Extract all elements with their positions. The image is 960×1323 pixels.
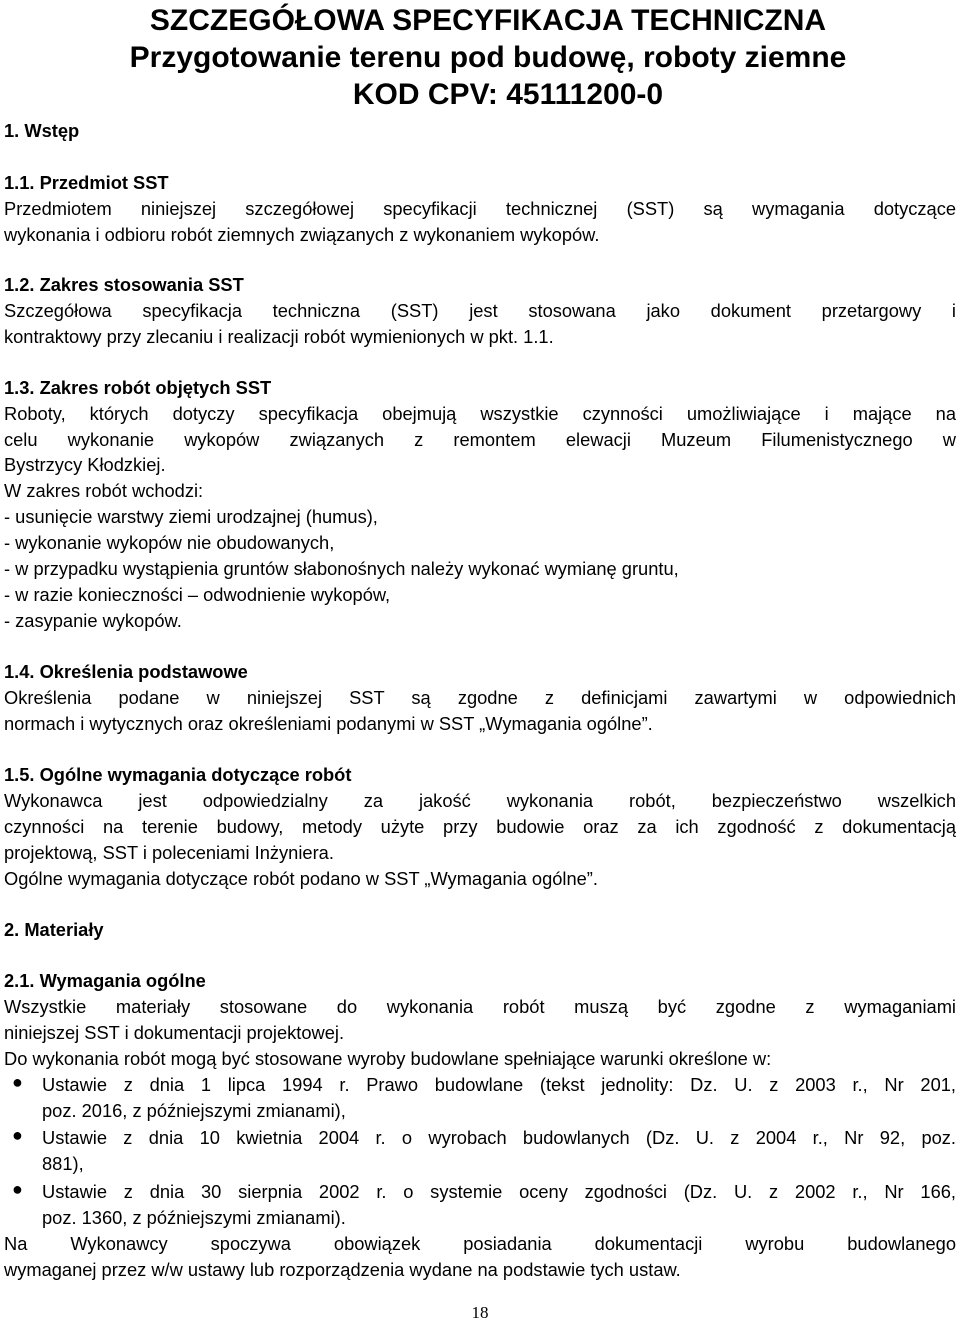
paragraph-line: celu wykonanie wykopów związanych z remontem elewacji Muzeum Filumenistycznego w (4, 429, 956, 450)
bullet-icon: ● (12, 1179, 23, 1199)
paragraph-line: Wykonawca jest odpowiedzialny za jakość wykonania robót, bezpieczeństwo wszelkich (4, 790, 956, 811)
section-1-3-heading: 1.3. Zakres robót objętych SST (4, 377, 272, 398)
paragraph-line: Wszystkie materiały stosowane do wykonania robót muszą być zgodne z wymaganiami (4, 996, 956, 1017)
paragraph-line: W zakres robót wchodzi: (4, 480, 204, 501)
paragraph-line: Określenia podane w niniejszej SST są zgodne z definicjami zawartymi w odpowiednich (4, 687, 956, 708)
paragraph-line: wykonania i odbioru robót ziemnych związanych z wykonaniem wykopów. (4, 224, 600, 245)
paragraph-line: Szczegółowa specyfikacja techniczna (SST) jest stosowana jako dokument przetargowy i (4, 300, 956, 321)
bullet-item-line: Ustawie z dnia 30 sierpnia 2002 r. o systemie oceny zgodności (Dz. U. z 2002 r., Nr 166, (42, 1181, 956, 1202)
section-1-4-heading: 1.4. Określenia podstawowe (4, 661, 248, 682)
paragraph-line: kontraktowy przy zlecaniu i realizacji robót wymienionych w pkt. 1.1. (4, 326, 554, 347)
paragraph-line: Przedmiotem niniejszej szczegółowej specyfikacji technicznej (SST) są wymagania dotyczące (4, 198, 956, 219)
cpv-code: KOD CPV: 45111200-0 (352, 78, 664, 111)
paragraph-line: Ogólne wymagania dotyczące robót podano w SST „Wymagania ogólne”. (4, 868, 598, 889)
bullet-icon: ● (12, 1125, 23, 1145)
paragraph-line: normach i wytycznych oraz określeniami podanymi w SST „Wymagania ogólne”. (4, 713, 653, 734)
bullet-item-line: poz. 1360, z późniejszymi zmianami). (42, 1207, 346, 1228)
list-item: - zasypanie wykopów. (4, 610, 182, 631)
section-2-1-heading: 2.1. Wymagania ogólne (4, 970, 206, 991)
list-item: - usunięcie warstwy ziemi urodzajnej (humus), (4, 506, 378, 527)
paragraph-line: niniejszej SST i dokumentacji projektowej. (4, 1022, 345, 1043)
section-1-heading: 1. Wstęp (4, 120, 80, 141)
section-1-2-heading: 1.2. Zakres stosowania SST (4, 274, 244, 295)
page-number: 18 (471, 1303, 489, 1322)
paragraph-line: Bystrzycy Kłodzkiej. (4, 454, 166, 475)
section-1-5-heading: 1.5. Ogólne wymagania dotyczące robót (4, 764, 352, 785)
document-title: SZCZEGÓŁOWA SPECYFIKACJA TECHNICZNA (149, 4, 827, 37)
list-item: - w przypadku wystąpienia gruntów słabonośnych należy wykonać wymianę gruntu, (4, 558, 679, 579)
section-1-1-heading: 1.1. Przedmiot SST (4, 172, 169, 193)
bullet-icon: ● (12, 1072, 23, 1092)
paragraph-line: Do wykonania robót mogą być stosowane wyroby budowlane spełniające warunki określone w: (4, 1048, 772, 1069)
paragraph-line: projektową, SST i poleceniami Inżyniera. (4, 842, 334, 863)
document-subtitle: Przygotowanie terenu pod budowę, roboty ziemne (129, 41, 847, 74)
bullet-item-line: Ustawie z dnia 10 kwietnia 2004 r. o wyrobach budowlanych (Dz. U. z 2004 r., Nr 92, poz. (42, 1127, 956, 1148)
section-2-heading: 2. Materiały (4, 919, 104, 940)
paragraph-line: wymaganej przez w/w ustawy lub rozporządzenia wydane na podstawie tych ustaw. (4, 1259, 681, 1280)
bullet-item-line: poz. 2016, z późniejszymi zmianami), (42, 1100, 346, 1121)
list-item: - wykonanie wykopów nie obudowanych, (4, 532, 335, 553)
paragraph-line: Roboty, których dotyczy specyfikacja obejmują wszystkie czynności umożliwiające i mające na (4, 403, 956, 424)
bullet-item-line: Ustawie z dnia 1 lipca 1994 r. Prawo budowlane (tekst jednolity: Dz. U. z 2003 r., Nr 201, (42, 1074, 956, 1095)
bullet-item-line: 881), (42, 1153, 84, 1174)
paragraph-line: Na Wykonawcy spoczywa obowiązek posiadania dokumentacji wyrobu budowlanego (4, 1233, 956, 1254)
list-item: - w razie konieczności – odwodnienie wykopów, (4, 584, 391, 605)
paragraph-line: czynności na terenie budowy, metody użyte przy budowie oraz za ich zgodność z dokumentacją (4, 816, 956, 837)
